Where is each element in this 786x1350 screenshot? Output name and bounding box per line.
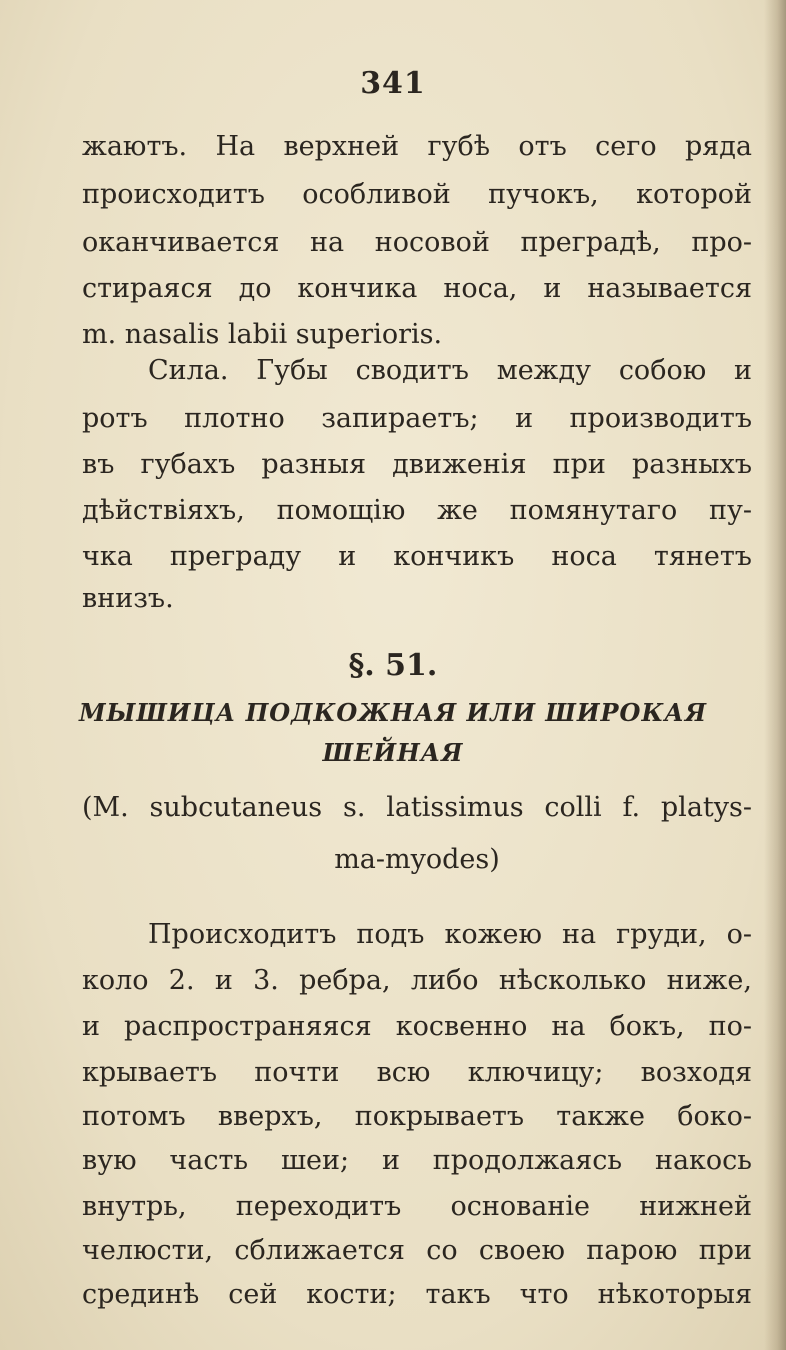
paragraph-3-line-3: и распространяяся косвенно на бокъ, по-	[82, 1011, 752, 1042]
paragraph-2-line-2: ротъ плотно запираетъ; и производитъ	[82, 403, 752, 434]
page-number: 341	[360, 66, 426, 101]
paragraph-3-line-1: Происходитъ подъ кожею на груди, о-	[148, 919, 752, 950]
paragraph-2-line-3: въ губахъ разныя движенія при разныхъ	[82, 449, 752, 480]
paragraph-3-line-9: срединѣ сей кости; такъ что нѣкоторыя	[82, 1279, 752, 1310]
paragraph-1-line-5: m. nasalis labii superioris.	[82, 319, 443, 350]
section-title-line-2: ШЕЙНАЯ	[322, 738, 464, 767]
paragraph-2-line-5: чка преграду и кончикъ носа тянетъ	[82, 541, 752, 572]
paragraph-3-line-6: вую часть шеи; и продолжаясь накось	[82, 1145, 752, 1176]
paragraph-1-line-3: оканчивается на носовой преградѣ, про-	[82, 227, 752, 258]
paragraph-2-line-4: дѣйствіяхъ, помощію же помянутаго пу-	[82, 495, 752, 526]
paragraph-2-line-6: внизъ.	[82, 583, 174, 614]
paragraph-3-line-2: коло 2. и 3. ребра, либо нѣсколько ниже,	[82, 965, 752, 996]
latin-name-line-1: (M. subcutaneus s. latissimus colli f. platys-	[82, 792, 752, 823]
latin-name-line-2: ma-myodes)	[334, 844, 500, 875]
paragraph-1-line-4: стираяся до кончика носа, и называется	[82, 273, 752, 304]
section-number: §. 51.	[348, 648, 438, 683]
paragraph-1-line-2: происходитъ особливой пучокъ, которой	[82, 179, 752, 210]
paragraph-1-line-1: жаютъ. На верхней губѣ отъ сего ряда	[82, 131, 752, 162]
paragraph-3-line-8: челюсти, сближается со своею парою при	[82, 1235, 752, 1266]
paragraph-3-line-7: внутрь, переходитъ основаніе нижней	[82, 1191, 752, 1222]
paragraph-3-line-4: крываетъ почти всю ключицу; возходя	[82, 1057, 752, 1088]
section-title-line-1: МЫШИЦА ПОДКОЖНАЯ ИЛИ ШИРОКАЯ	[78, 698, 708, 727]
paragraph-3-line-5: потомъ вверхъ, покрываетъ также боко-	[82, 1101, 752, 1132]
paragraph-2-line-1: Сила. Губы сводитъ между собою и	[148, 355, 752, 386]
